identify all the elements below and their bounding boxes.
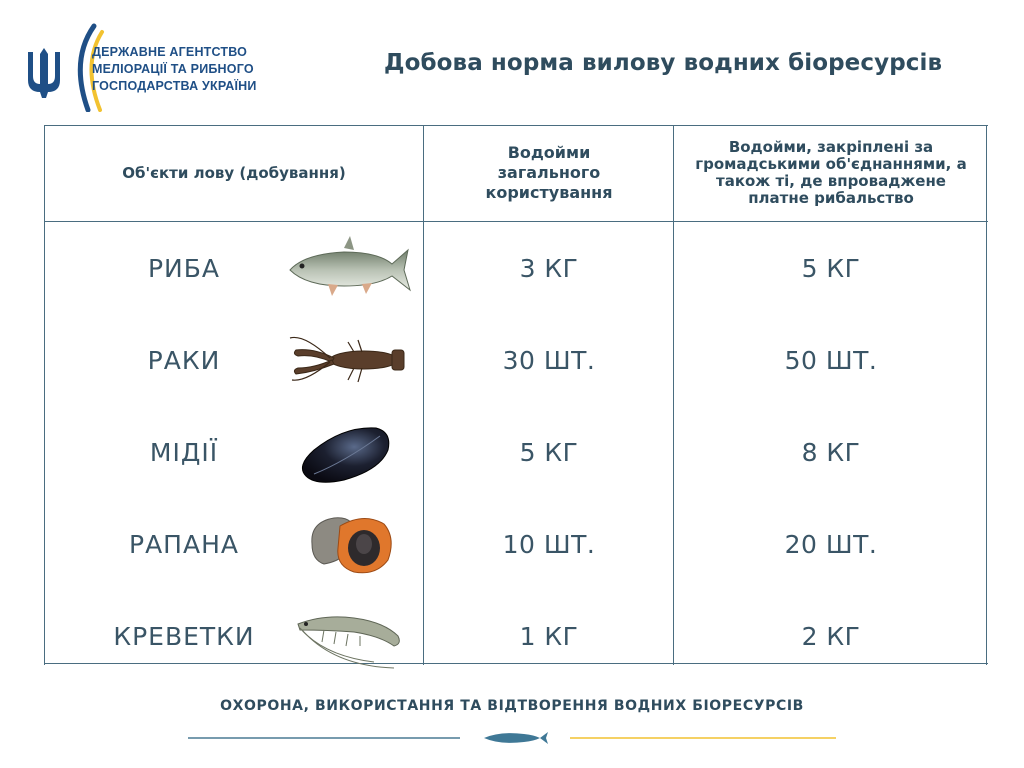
header-general-waters (424, 125, 674, 221)
table-row (44, 314, 988, 406)
object-name: РАПАНА (129, 529, 239, 559)
table-row (44, 590, 988, 682)
assigned-waters-value: 2 КГ (801, 621, 861, 651)
object-name: РИБА (147, 253, 221, 283)
assigned-waters-value: 50 ШТ. (784, 345, 878, 375)
general-waters-value: 5 КГ (519, 437, 579, 467)
table-row (44, 406, 988, 498)
header-assigned-waters-text: Водойми, закріплені за громадськими об'єднаннями, а також ті, де впроваджене платне рибальство (695, 138, 967, 207)
trident-icon (28, 48, 60, 98)
assigned-waters-value: 5 КГ (801, 253, 861, 283)
table-row (44, 498, 988, 590)
general-waters-value: 10 ШТ. (502, 529, 596, 559)
header-assigned-waters (674, 125, 988, 221)
shrimp-icon (284, 596, 414, 676)
object-name: МІДІЇ (149, 437, 219, 467)
footer-fish-icon (484, 732, 548, 744)
catch-norms-table (44, 125, 988, 665)
object-name: КРЕВЕТКИ (113, 621, 255, 651)
footer-slogan: ОХОРОНА, ВИКОРИСТАННЯ ТА ВІДТВОРЕННЯ ВОДНИХ БІОРЕСУРСІВ (220, 698, 804, 714)
assigned-waters-value: 20 ШТ. (784, 529, 878, 559)
crayfish-icon (284, 320, 414, 400)
assigned-waters-value: 8 КГ (801, 437, 861, 467)
agency-line-1: ДЕРЖАВНЕ АГЕНТСТВО (92, 45, 248, 59)
agency-line-2: МЕЛІОРАЦІЇ ТА РИБНОГО (92, 62, 254, 76)
agency-line-3: ГОСПОДАРСТВА УКРАЇНИ (92, 79, 257, 93)
header-general-waters-text: Водойми загального користування (485, 143, 613, 202)
general-waters-value: 1 КГ (519, 621, 579, 651)
general-waters-value: 3 КГ (519, 253, 579, 283)
header-objects: Об'єкти лову (добування) (122, 164, 346, 182)
table-row (44, 222, 988, 314)
object-name: РАКИ (147, 345, 221, 375)
agency-name (92, 44, 257, 95)
footer-decoration (188, 728, 838, 750)
general-waters-value: 30 ШТ. (502, 345, 596, 375)
fish-icon (284, 228, 414, 308)
page-title: Добова норма вилову водних біоресурсів (384, 50, 943, 76)
mussel-icon (284, 412, 414, 492)
rapana-icon (284, 504, 414, 584)
